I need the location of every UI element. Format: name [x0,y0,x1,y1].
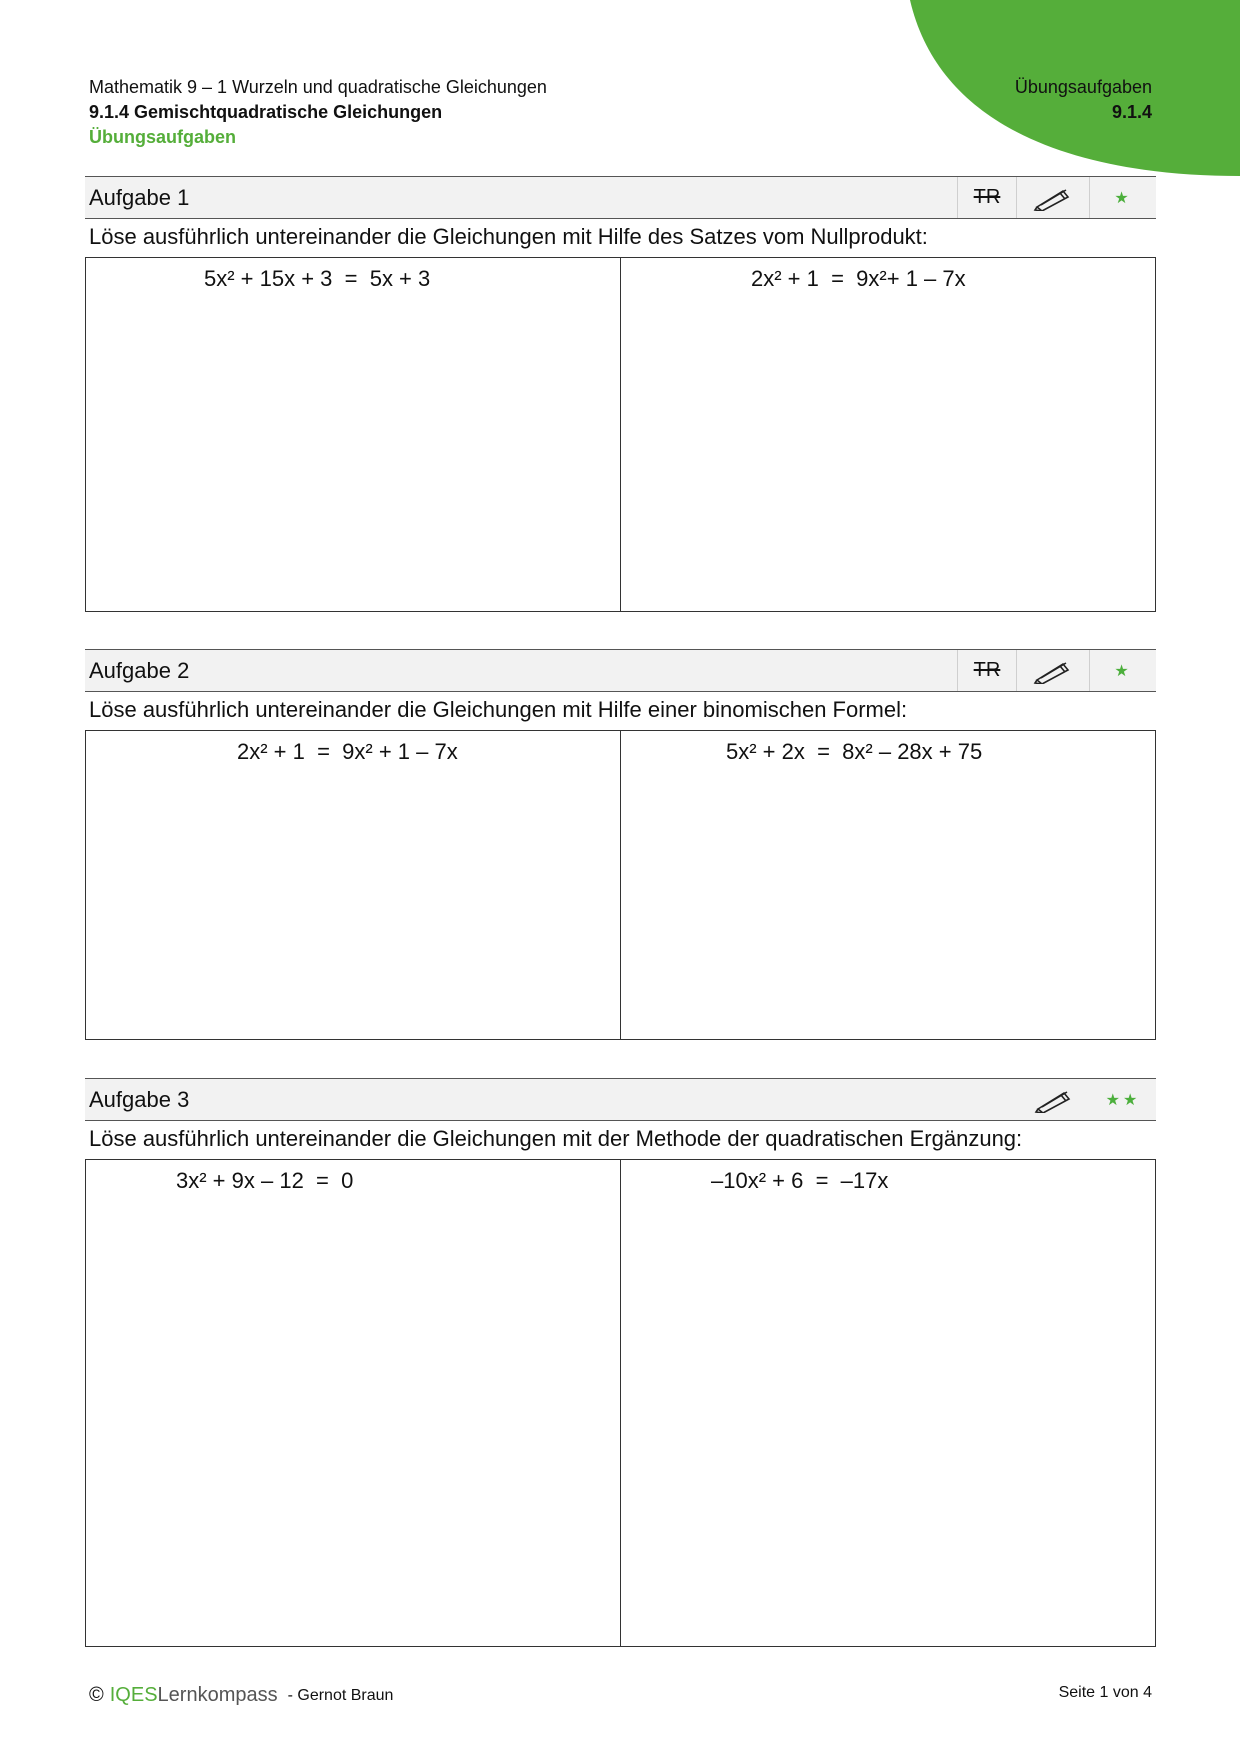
header-right [1015,75,1152,125]
copyright-icon: © [89,1684,104,1706]
equation: 2x² + 1 = 9x² + 1 – 7x [237,739,458,764]
task-instruction: Löse ausführlich untereinander die Gleichungen mit Hilfe einer binomischen Formel: [89,697,908,722]
page-number: Seite 1 von 4 [1058,1684,1152,1701]
task-2 [85,649,1156,1040]
section-title: 9.1.4 Gemischtquadratische Gleichungen [89,102,443,122]
footer-left [89,1684,393,1707]
task-instruction: Löse ausführlich untereinander die Gleichungen mit Hilfe des Satzes vom Nullprodukt: [89,224,928,249]
answer-column-right[interactable] [620,258,1155,611]
answer-column-left[interactable] [86,258,620,611]
answer-column-right[interactable] [620,731,1155,1039]
answer-column-left[interactable] [86,731,620,1039]
difficulty-stars: ★ [1114,189,1132,207]
task-3 [85,1078,1156,1647]
header-right-number: 9.1.4 [1111,102,1152,122]
task-1 [85,176,1156,612]
task-header [85,176,1156,219]
answer-box [85,730,1156,1040]
equation: –10x² + 6 = –17x [711,1168,889,1193]
task-title: Aufgabe 1 [89,184,190,210]
task-header [85,1078,1156,1121]
pencil-icon [1016,177,1089,218]
worksheet-subtitle: Übungsaufgaben [89,127,236,147]
equation: 5x² + 2x = 8x² – 28x + 75 [726,739,983,764]
brand-logo: IQESLernkompass [109,1684,278,1706]
task-title: Aufgabe 3 [89,1086,190,1112]
equation: 3x² + 9x – 12 = 0 [176,1168,354,1193]
pencil-icon [1016,650,1089,691]
task-header [85,649,1156,692]
answer-box [85,1159,1156,1647]
difficulty-stars: ★★ [1105,1091,1141,1109]
answer-column-right[interactable] [620,1160,1155,1646]
calculator-not-allowed-label: TR [973,186,1001,208]
author: - Gernot Braun [287,1686,394,1704]
course-title: Mathematik 9 – 1 Wurzeln und quadratische Gleichungen [89,77,547,97]
header-left [89,75,547,150]
header-right-label: Übungsaufgaben [1014,77,1152,97]
answer-box [85,257,1156,612]
equation: 2x² + 1 = 9x²+ 1 – 7x [751,266,966,291]
equation: 5x² + 15x + 3 = 5x + 3 [204,266,431,291]
difficulty-stars: ★ [1114,662,1132,680]
calculator-not-allowed-label: TR [973,659,1001,681]
task-title: Aufgabe 2 [89,657,190,683]
task-instruction: Löse ausführlich untereinander die Gleichungen mit der Methode der quadratischen Ergänzung: [89,1126,1023,1151]
answer-column-left[interactable] [86,1160,620,1646]
pencil-icon [1018,1079,1090,1120]
